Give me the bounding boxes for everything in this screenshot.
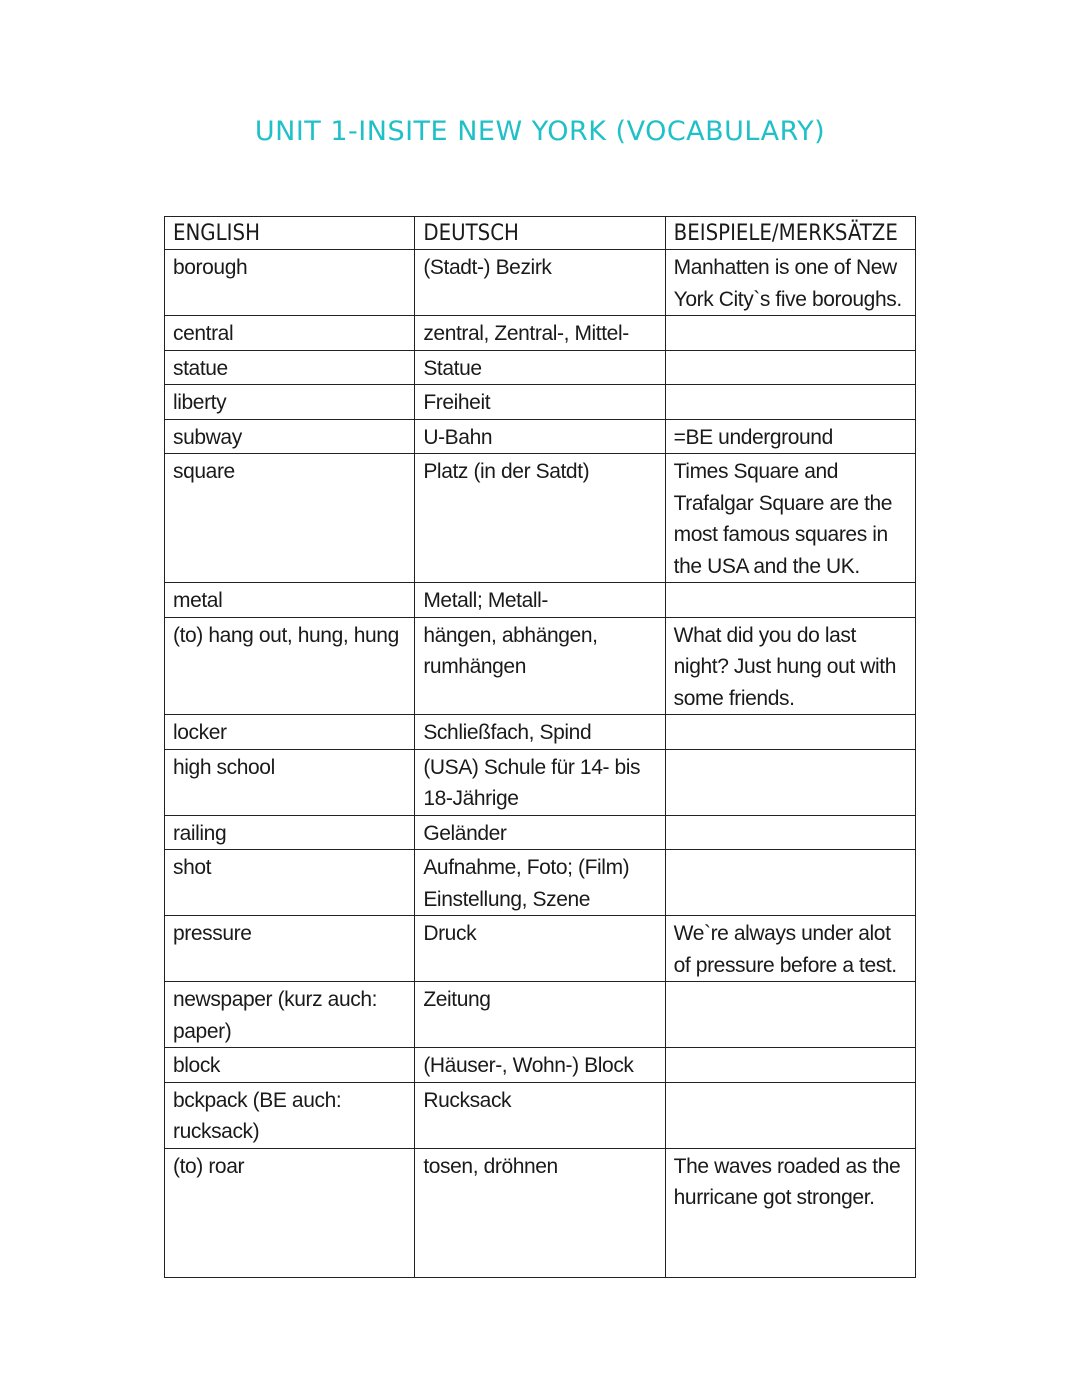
cell-example [665,1048,915,1083]
cell-example [665,385,915,420]
table-row [165,350,916,385]
cell-example [665,1082,915,1148]
cell-english: square [165,454,415,583]
cell-example: The waves roaded as the hurricane got stronger. [665,1148,915,1277]
cell-english: railing [165,815,415,850]
cell-english: (to) roar [165,1148,415,1277]
cell-english: borough [165,250,415,316]
table-row [165,617,916,715]
table-row [165,250,916,316]
cell-example [665,850,915,916]
table-row [165,1082,916,1148]
cell-english: metal [165,583,415,618]
cell-example [665,715,915,750]
cell-deutsch: U-Bahn [415,419,665,454]
table-row [165,583,916,618]
cell-example [665,982,915,1048]
cell-english: block [165,1048,415,1083]
cell-english: liberty [165,385,415,420]
cell-deutsch: Metall; Metall- [415,583,665,618]
cell-english: subway [165,419,415,454]
table-row [165,982,916,1048]
cell-deutsch: Statue [415,350,665,385]
column-header-deutsch: DEUTSCH [415,217,665,250]
cell-deutsch: Schließfach, Spind [415,715,665,750]
cell-english: high school [165,749,415,815]
cell-deutsch: Druck [415,916,665,982]
table-row [165,316,916,351]
cell-example [665,749,915,815]
cell-english: locker [165,715,415,750]
cell-english: pressure [165,916,415,982]
table-row [165,850,916,916]
page-title: UNIT 1-INSITE NEW YORK (VOCABULARY) [254,116,826,147]
cell-english: central [165,316,415,351]
cell-deutsch: Platz (in der Satdt) [415,454,665,583]
column-header-english: ENGLISH [165,217,415,250]
cell-example [665,316,915,351]
table-row [165,1148,916,1277]
cell-english: bckpack (BE auch: rucksack) [165,1082,415,1148]
table-row [165,715,916,750]
cell-deutsch: zentral, Zentral-, Mittel- [415,316,665,351]
cell-example: What did you do last night? Just hung out with some friends. [665,617,915,715]
cell-english: newspaper (kurz auch: paper) [165,982,415,1048]
column-header-examples: BEISPIELE/MERKSÄTZE [665,217,915,250]
cell-deutsch: hängen, abhängen, rumhängen [415,617,665,715]
cell-english: shot [165,850,415,916]
cell-deutsch: Zeitung [415,982,665,1048]
cell-example [665,583,915,618]
table-row [165,749,916,815]
cell-deutsch: Rucksack [415,1082,665,1148]
table-row [165,419,916,454]
cell-example: Times Square and Trafalgar Square are the most famous squares in the USA and the UK. [665,454,915,583]
vocabulary-table [164,216,916,1278]
cell-deutsch: Aufnahme, Foto; (Film) Einstellung, Szene [415,850,665,916]
table-row [165,454,916,583]
table-row [165,815,916,850]
cell-example [665,815,915,850]
cell-example: Manhatten is one of New York City`s five boroughs. [665,250,915,316]
cell-example: =BE underground [665,419,915,454]
cell-deutsch: (Stadt-) Bezirk [415,250,665,316]
cell-example: We`re always under alot of pressure before a test. [665,916,915,982]
table-header-row [165,217,916,250]
table-row [165,1048,916,1083]
cell-example [665,350,915,385]
cell-deutsch: Freiheit [415,385,665,420]
table-row [165,916,916,982]
cell-english: statue [165,350,415,385]
table-row [165,385,916,420]
cell-deutsch: tosen, dröhnen [415,1148,665,1277]
cell-deutsch: (USA) Schule für 14- bis 18-Jährige [415,749,665,815]
cell-english: (to) hang out, hung, hung [165,617,415,715]
cell-deutsch: (Häuser-, Wohn-) Block [415,1048,665,1083]
cell-deutsch: Geländer [415,815,665,850]
